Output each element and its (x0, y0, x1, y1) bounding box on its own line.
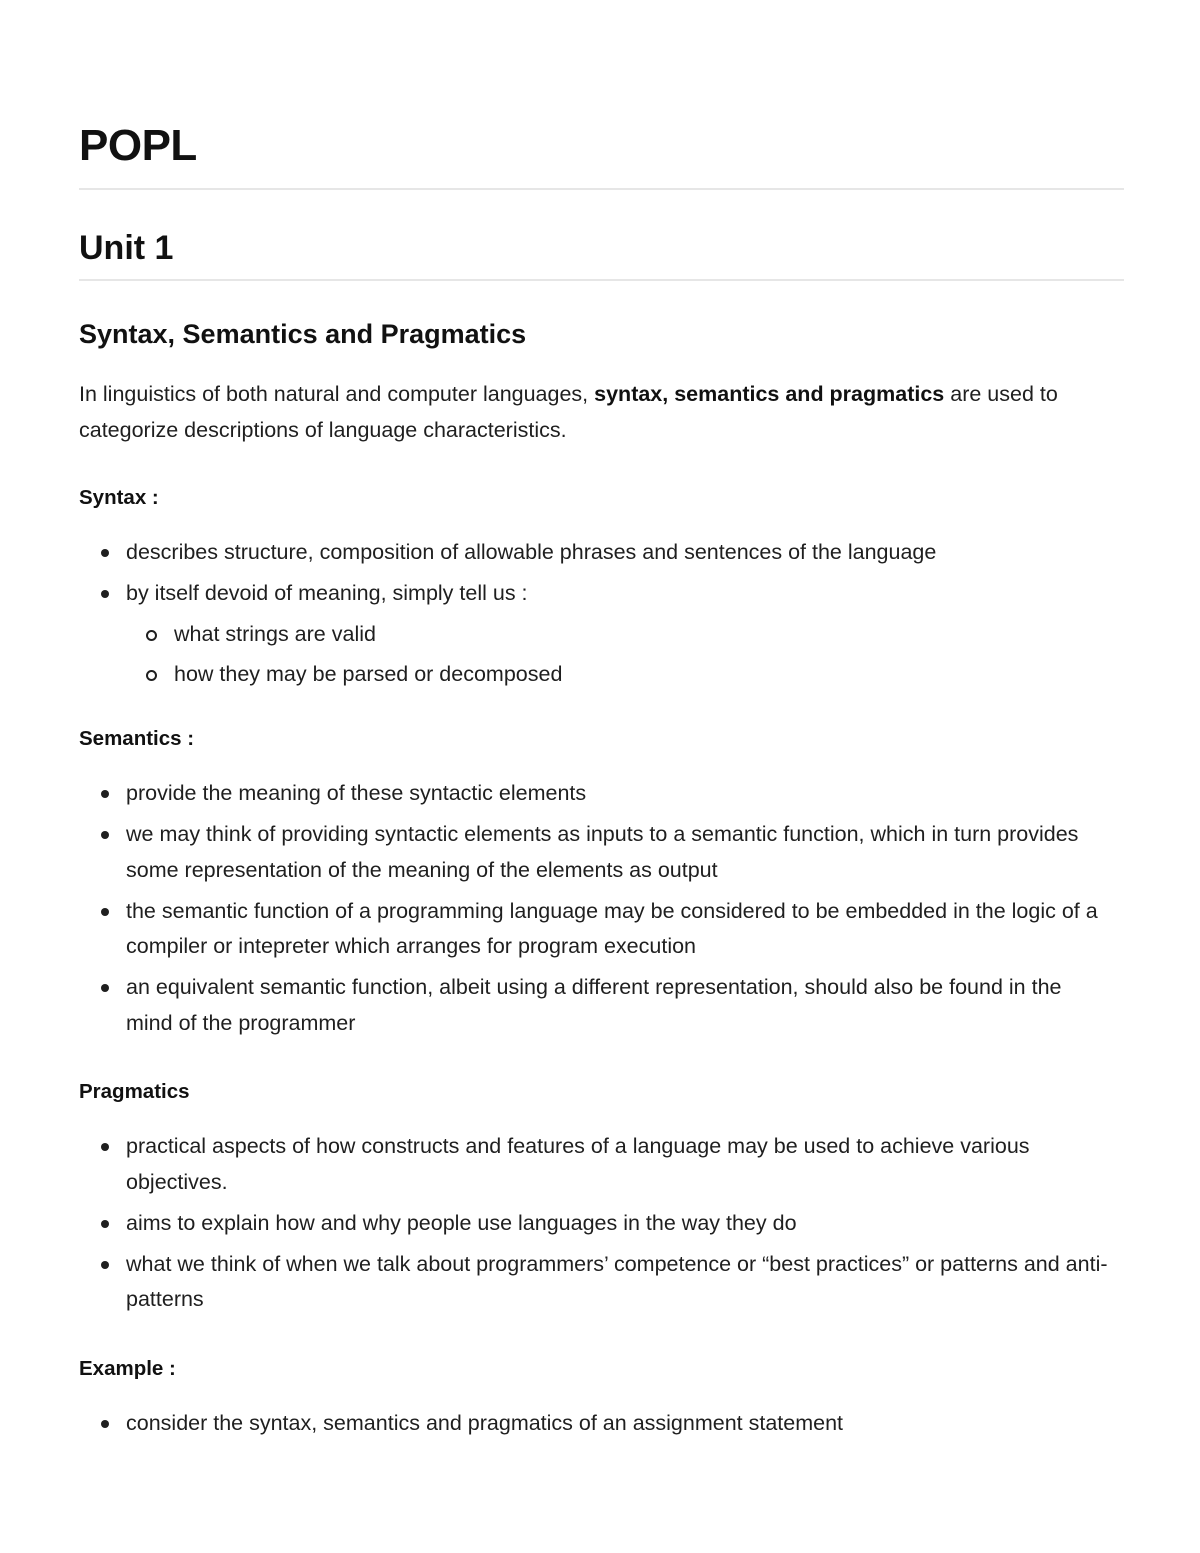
intro-text-end: are used to categorize descriptions of language characteristics. (79, 382, 1058, 442)
semantics-list (79, 776, 1109, 1047)
sub-list-item-text: how they may be parsed or decomposed (174, 662, 563, 686)
syntax-heading: Syntax : (79, 486, 159, 509)
list-item-text: aims to explain how and why people use languages in the way they do (126, 1210, 797, 1235)
intro-paragraph (79, 377, 1119, 448)
list-item (79, 894, 1109, 965)
unit-divider (79, 279, 1124, 281)
list-item (79, 535, 1109, 571)
list-item (79, 1247, 1109, 1318)
list-item-text: by itself devoid of meaning, simply tell us : (126, 581, 528, 605)
list-item-text: provide the meaning of these syntactic elements (126, 781, 587, 805)
example-heading: Example : (79, 1357, 176, 1380)
list-item-text: an equivalent semantic function, albeit using a different representation, should also be found in the mind of the programmer (126, 975, 1062, 1035)
sub-list-item-text: what strings are valid (174, 621, 376, 646)
list-item-text: the semantic function of a programming language may be considered to be embedded in the logic of a compiler or intepreter which arranges for program execution (126, 898, 1098, 958)
list-item (79, 817, 1109, 888)
list-item (79, 576, 1109, 693)
unit-heading: Unit 1 (79, 229, 174, 267)
list-item-text: consider the syntax, semantics and pragmatics of an assignment statement (126, 1411, 844, 1435)
sub-list-item (126, 617, 1109, 653)
syntax-sublist (126, 617, 1109, 693)
intro-text-start: In linguistics of both natural and computer languages, (79, 382, 595, 406)
list-item-text: describes structure, composition of allowable phrases and sentences of the language (126, 540, 937, 564)
section-heading: Syntax, Semantics and Pragmatics (79, 319, 527, 349)
semantics-heading: Semantics : (79, 727, 195, 750)
list-item-text: we may think of providing syntactic elements as inputs to a semantic function, which in turn provides some representation of the meaning of the elements as output (126, 822, 1079, 882)
example-list (79, 1406, 1109, 1447)
list-item (79, 1406, 1109, 1442)
list-item (79, 1206, 1109, 1242)
list-item (79, 776, 1109, 812)
pragmatics-heading: Pragmatics (79, 1080, 190, 1103)
list-item-text: practical aspects of how constructs and features of a language may be used to achieve various objectives. (126, 1134, 1030, 1194)
syntax-list (79, 535, 1109, 698)
sub-list-item (126, 657, 1109, 693)
intro-bold-terms: syntax, semantics and pragmatics (594, 382, 945, 406)
document-title: POPL (79, 121, 197, 170)
title-divider (79, 188, 1124, 190)
list-item (79, 970, 1109, 1041)
pragmatics-list (79, 1129, 1109, 1323)
list-item (79, 1129, 1109, 1200)
list-item-text: what we think of when we talk about programmers’ competence or “best practices” or patterns and anti-patterns (126, 1251, 1108, 1311)
